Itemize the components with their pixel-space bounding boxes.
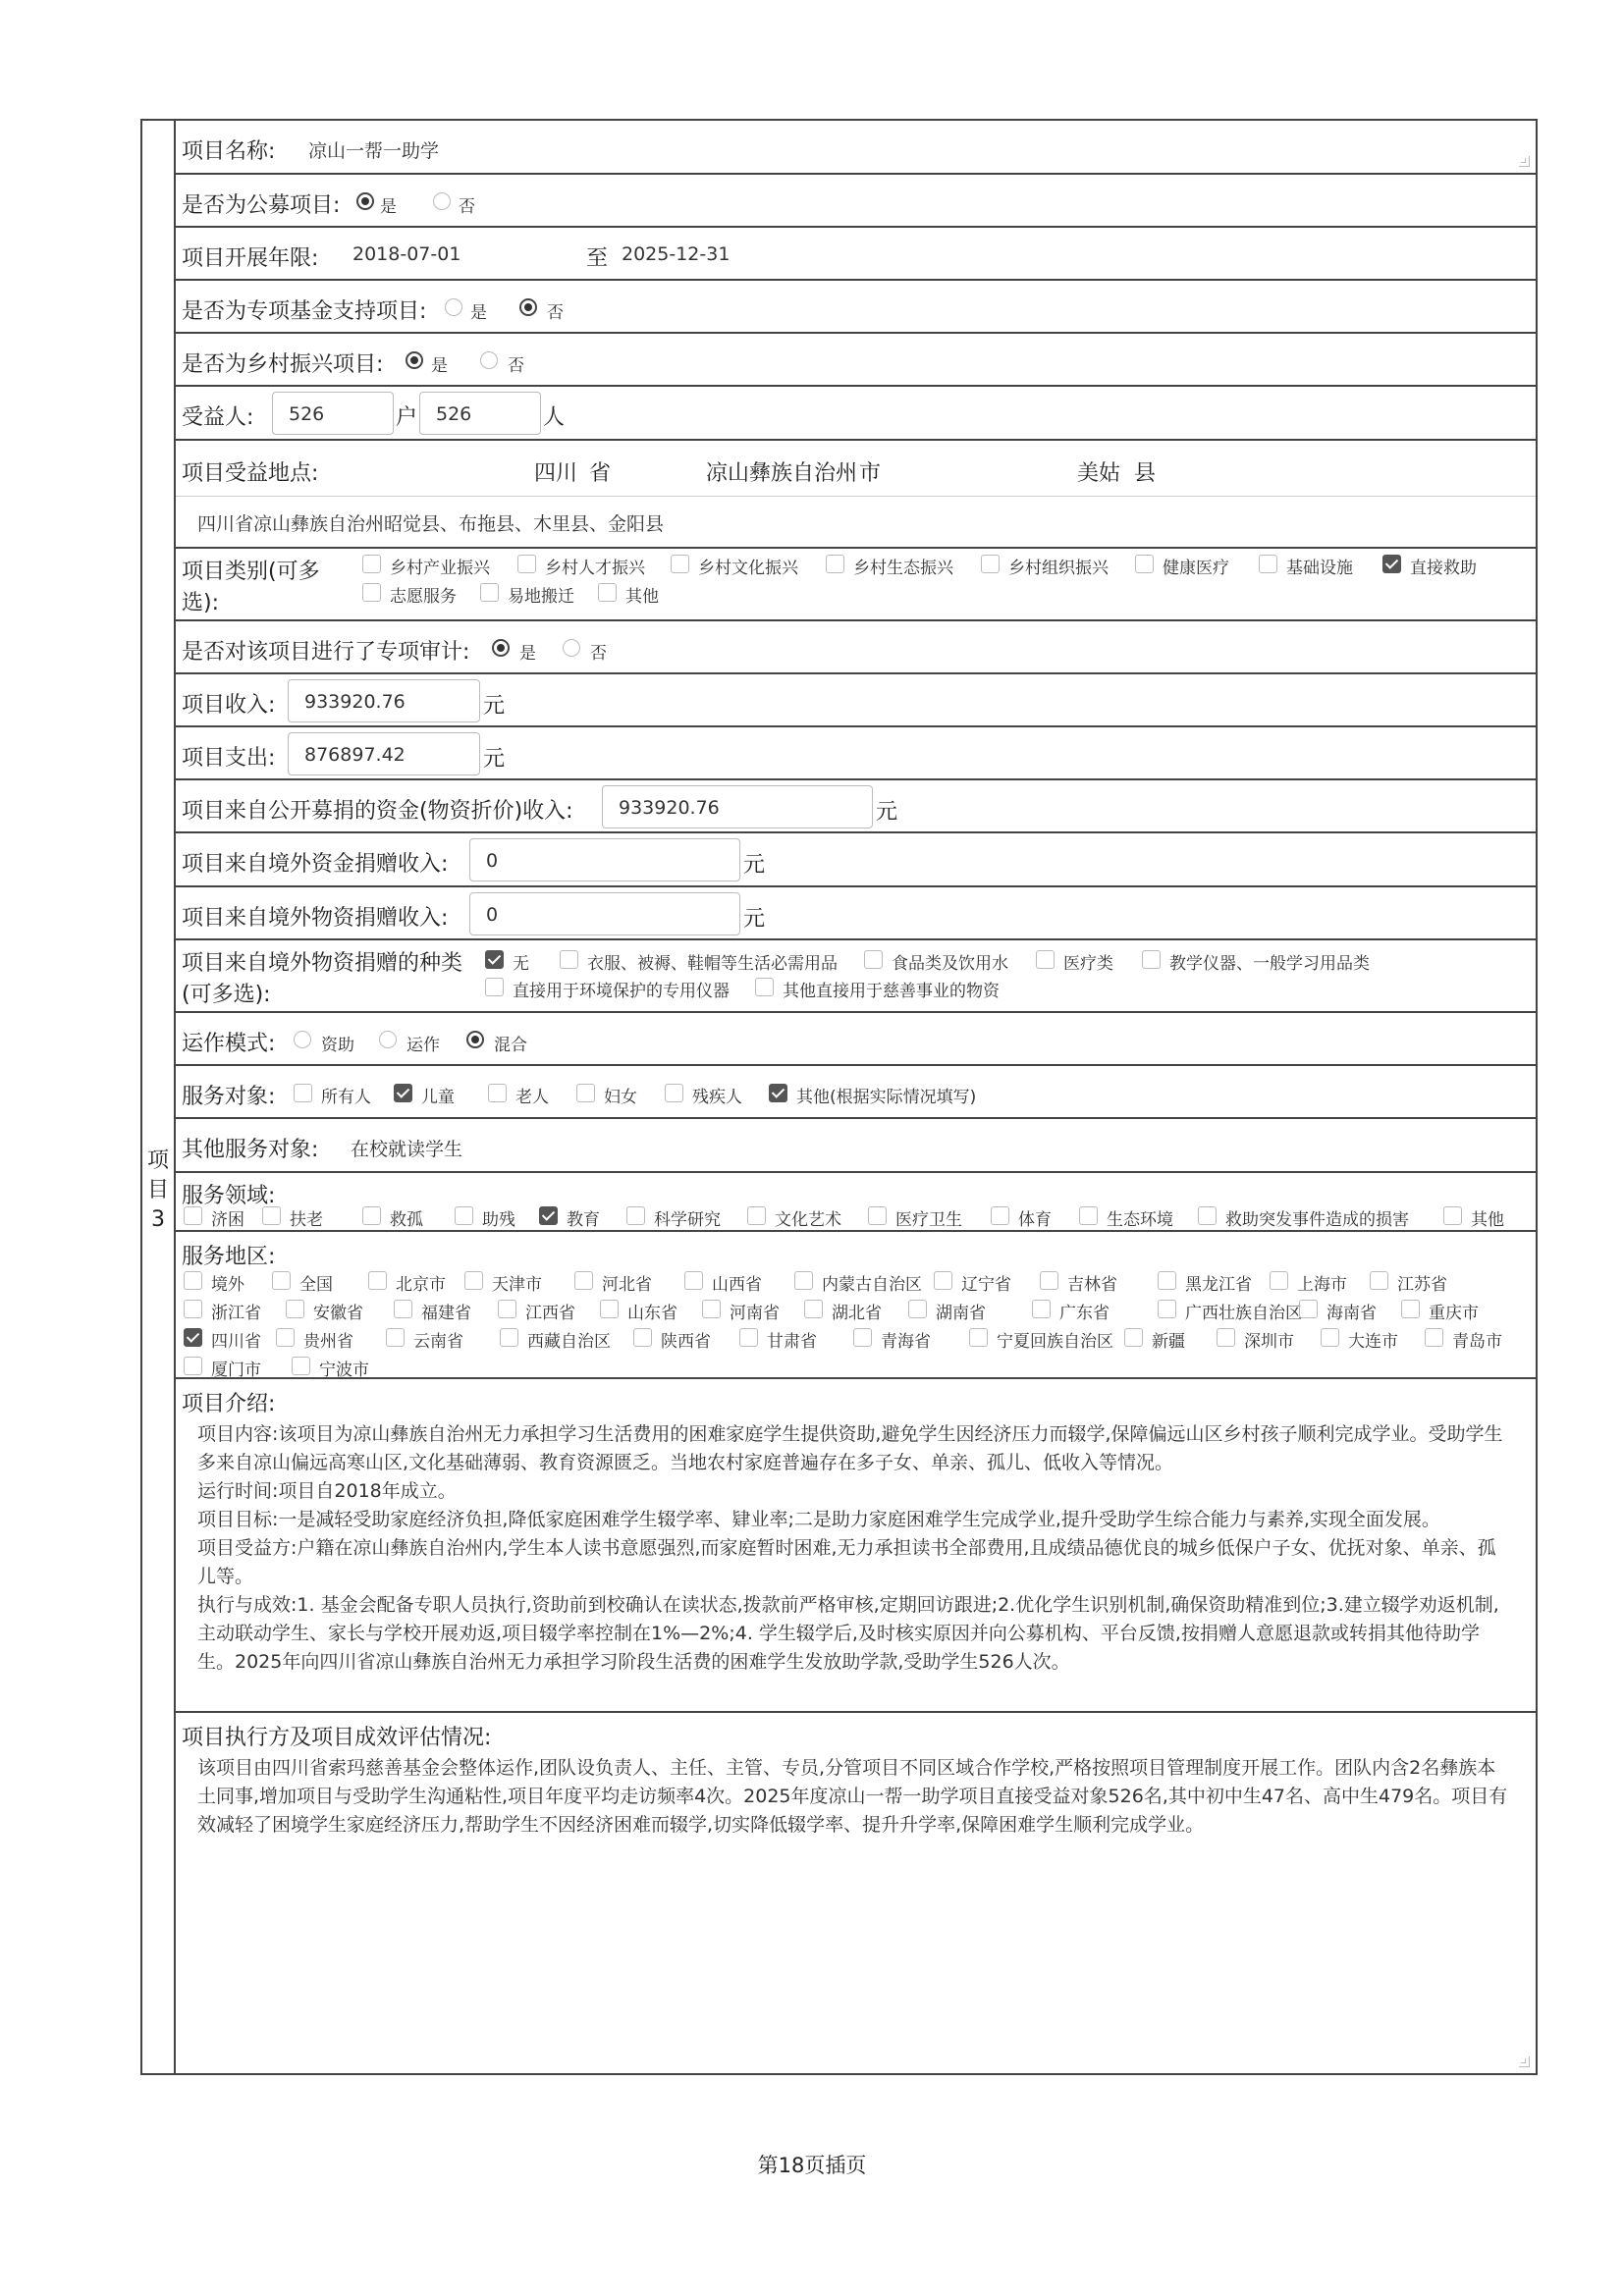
row-public-income bbox=[176, 780, 1536, 833]
category-option-checkbox[interactable] bbox=[1382, 555, 1401, 573]
category-option-checkbox[interactable] bbox=[362, 555, 381, 573]
foreign-goods-type-checkbox[interactable] bbox=[1142, 950, 1161, 969]
operation-mode-option-label: 资助 bbox=[321, 1036, 354, 1055]
location-county[interactable]: 美姑 bbox=[1077, 461, 1121, 486]
location-label: 项目受益地点: bbox=[182, 461, 319, 486]
category-option-label: 其他 bbox=[625, 587, 659, 607]
service-field-checkbox[interactable] bbox=[539, 1206, 558, 1225]
service-region-checkbox[interactable] bbox=[1158, 1271, 1176, 1290]
service-region-checkbox[interactable] bbox=[1401, 1300, 1420, 1318]
service-region-label: 江苏省 bbox=[1397, 1275, 1447, 1295]
period-start[interactable]: 2018-07-01 bbox=[352, 243, 461, 265]
category-option-checkbox[interactable] bbox=[1135, 555, 1154, 573]
service-region-label: 河南省 bbox=[730, 1304, 780, 1323]
service-region-checkbox[interactable] bbox=[394, 1300, 412, 1318]
service-region-label: 黑龙江省 bbox=[1185, 1275, 1252, 1295]
service-region-label: 青岛市 bbox=[1452, 1332, 1502, 1352]
service-region-label: 全国 bbox=[299, 1275, 333, 1295]
category-option-label: 基础设施 bbox=[1286, 559, 1353, 578]
public-fundraising-no-label: 否 bbox=[459, 197, 475, 217]
service-region-checkbox[interactable] bbox=[1158, 1300, 1176, 1318]
intro-paragraph: 项目内容:该项目为凉山彝族自治州无力承担学习生活费用的困难家庭学生提供资助,避免学生因经济压力而辍学,保障偏远山区乡村孩子顺利完成学业。受助学生多来自凉山偏远高寒山区,文化基础薄弱、教育资源匮乏。当地农村家庭普遍存在多子女、单亲、孤儿、低收入等情况。 bbox=[197, 1423, 1503, 1473]
income-input[interactable]: 933920.76 bbox=[288, 679, 480, 722]
service-region-label: 江西省 bbox=[525, 1304, 575, 1323]
side-column bbox=[142, 121, 176, 2073]
location-city[interactable]: 凉山彝族自治州 bbox=[706, 461, 858, 486]
special-fund-no-label: 否 bbox=[547, 303, 564, 323]
foreign-goods-type-checkbox[interactable] bbox=[485, 978, 504, 996]
service-region-label: 青海省 bbox=[881, 1332, 931, 1352]
audit-yes-label: 是 bbox=[519, 644, 536, 664]
service-region-label: 境外 bbox=[211, 1275, 244, 1295]
operation-mode-option-label: 运作 bbox=[406, 1036, 440, 1055]
service-region-checkbox[interactable] bbox=[386, 1328, 405, 1347]
service-region-checkbox[interactable] bbox=[1032, 1300, 1051, 1318]
service-region-checkbox[interactable] bbox=[184, 1357, 202, 1375]
service-target-label: 其他(根据实际情况填写) bbox=[796, 1088, 977, 1107]
category-option-label: 健康医疗 bbox=[1163, 559, 1229, 578]
category-option-checkbox[interactable] bbox=[480, 583, 499, 602]
foreign-goods-type-checkbox[interactable] bbox=[1036, 950, 1055, 969]
foreign-funds-input[interactable]: 0 bbox=[469, 838, 740, 881]
service-region-checkbox[interactable] bbox=[184, 1300, 202, 1318]
service-region-checkbox[interactable] bbox=[934, 1271, 952, 1290]
rural-revival-no-radio[interactable] bbox=[480, 351, 498, 369]
category-label-line2: 选): bbox=[182, 591, 219, 615]
audit-no-label: 否 bbox=[590, 644, 607, 664]
service-region-checkbox[interactable] bbox=[684, 1271, 703, 1290]
service-region-checkbox[interactable] bbox=[286, 1300, 304, 1318]
row-foreign-goods-types bbox=[176, 940, 1536, 1013]
evaluation-label: 项目执行方及项目成效评估情况: bbox=[182, 1726, 492, 1750]
location-divider bbox=[176, 496, 1536, 497]
resize-grip[interactable] bbox=[1519, 2056, 1530, 2067]
service-region-label: 山西省 bbox=[712, 1275, 762, 1295]
location-detail[interactable]: 四川省凉山彝族自治州昭觉县、布拖县、木里县、金阳县 bbox=[197, 513, 665, 535]
service-region-label: 山东省 bbox=[627, 1304, 677, 1323]
service-field-checkbox[interactable] bbox=[1198, 1206, 1217, 1225]
category-option-checkbox[interactable] bbox=[598, 583, 617, 602]
service-target-checkbox[interactable] bbox=[294, 1084, 312, 1102]
row-project-name bbox=[176, 121, 1536, 175]
rural-revival-yes-radio[interactable] bbox=[406, 351, 423, 369]
service-region-checkbox[interactable] bbox=[794, 1271, 813, 1290]
foreign-funds-label: 项目来自境外资金捐赠收入: bbox=[182, 852, 449, 877]
row-intro bbox=[176, 1379, 1536, 1713]
foreign-goods-input[interactable]: 0 bbox=[469, 892, 740, 935]
income-unit: 元 bbox=[483, 694, 506, 719]
foreign-goods-type-checkbox[interactable] bbox=[864, 950, 883, 969]
beneficiaries-label: 受益人: bbox=[182, 405, 254, 430]
intro-paragraph: 项目受益方:户籍在凉山彝族自治州内,学生本人读书意愿强烈,而家庭暂时困难,无力承担读书全部费用,且成绩品德优良的城乡低保户子女、优抚对象、单亲、孤儿等。 bbox=[197, 1537, 1496, 1587]
service-region-label: 辽宁省 bbox=[961, 1275, 1011, 1295]
expense-label: 项目支出: bbox=[182, 746, 276, 771]
service-region-checkbox[interactable] bbox=[1370, 1271, 1388, 1290]
service-field-checkbox[interactable] bbox=[184, 1206, 202, 1225]
period-separator: 至 bbox=[586, 246, 609, 271]
public-fundraising-no-radio[interactable] bbox=[433, 192, 451, 210]
side-label: 项 目 3 bbox=[146, 1148, 169, 1232]
rural-revival-yes-label: 是 bbox=[431, 356, 448, 376]
form-main bbox=[176, 121, 1536, 2073]
row-public-fundraising bbox=[176, 175, 1536, 228]
service-region-checkbox[interactable] bbox=[368, 1271, 387, 1290]
service-region-label: 上海市 bbox=[1297, 1275, 1347, 1295]
category-option-label: 易地搬迁 bbox=[508, 587, 574, 607]
service-region-label: 天津市 bbox=[492, 1275, 542, 1295]
location-province-unit: 省 bbox=[589, 461, 612, 486]
service-region-label: 重庆市 bbox=[1429, 1304, 1479, 1323]
audit-label: 是否对该项目进行了专项审计: bbox=[182, 640, 470, 665]
service-region-checkbox[interactable] bbox=[1217, 1328, 1235, 1347]
category-option-label: 乡村产业振兴 bbox=[390, 559, 490, 578]
service-region-label: 深圳市 bbox=[1244, 1332, 1294, 1352]
row-location bbox=[176, 441, 1536, 549]
public-income-input[interactable]: 933920.76 bbox=[602, 785, 873, 828]
category-option-label: 志愿服务 bbox=[390, 587, 457, 607]
operation-mode-radio[interactable] bbox=[379, 1031, 397, 1048]
special-fund-no-radio[interactable] bbox=[519, 298, 537, 316]
income-label: 项目收入: bbox=[182, 693, 276, 718]
special-fund-yes-radio[interactable] bbox=[445, 298, 462, 316]
public-income-label: 项目来自公开募捐的资金(物资折价)收入: bbox=[182, 799, 573, 824]
service-field-checkbox[interactable] bbox=[455, 1206, 473, 1225]
operation-mode-radio[interactable] bbox=[294, 1031, 311, 1048]
foreign-goods-type-label: 直接用于环境保护的专用仪器 bbox=[513, 982, 730, 1001]
service-region-checkbox[interactable] bbox=[1321, 1328, 1339, 1347]
service-target-label: 儿童 bbox=[421, 1088, 455, 1107]
service-region-checkbox[interactable] bbox=[1040, 1271, 1058, 1290]
row-other-targets bbox=[176, 1119, 1536, 1173]
service-region-checkbox[interactable] bbox=[498, 1300, 516, 1318]
foreign-goods-type-checkbox[interactable] bbox=[755, 978, 774, 996]
category-option-checkbox[interactable] bbox=[671, 555, 689, 573]
service-regions-label: 服务地区: bbox=[182, 1245, 276, 1269]
service-region-checkbox[interactable] bbox=[272, 1271, 291, 1290]
service-target-label: 妇女 bbox=[604, 1088, 637, 1107]
service-region-label: 湖北省 bbox=[832, 1304, 882, 1323]
service-region-checkbox[interactable] bbox=[853, 1328, 872, 1347]
service-region-label: 广西壮族自治区 bbox=[1185, 1304, 1302, 1323]
foreign-goods-type-checkbox[interactable] bbox=[560, 950, 578, 969]
service-field-checkbox[interactable] bbox=[868, 1206, 887, 1225]
service-field-label: 科学研究 bbox=[654, 1210, 721, 1230]
category-option-checkbox[interactable] bbox=[362, 583, 381, 602]
foreign-goods-label: 项目来自境外物资捐赠收入: bbox=[182, 906, 449, 931]
service-region-checkbox[interactable] bbox=[500, 1328, 518, 1347]
service-region-label: 厦门市 bbox=[211, 1361, 261, 1380]
service-region-checkbox[interactable] bbox=[908, 1300, 927, 1318]
service-region-label: 广东省 bbox=[1059, 1304, 1110, 1323]
persons-input[interactable]: 526 bbox=[419, 392, 541, 435]
other-targets-label: 其他服务对象: bbox=[182, 1138, 319, 1162]
row-category bbox=[176, 549, 1536, 621]
expense-unit: 元 bbox=[483, 747, 506, 772]
foreign-goods-unit: 元 bbox=[743, 907, 766, 932]
service-field-checkbox[interactable] bbox=[1079, 1206, 1098, 1225]
service-region-label: 湖南省 bbox=[936, 1304, 986, 1323]
project-name-label: 项目名称: bbox=[182, 139, 276, 164]
period-end[interactable]: 2025-12-31 bbox=[622, 243, 731, 265]
category-label-line1: 项目类别(可多 bbox=[182, 560, 320, 584]
row-beneficiaries bbox=[176, 387, 1536, 441]
service-region-label: 安徽省 bbox=[313, 1304, 363, 1323]
category-option-label: 乡村人才振兴 bbox=[545, 559, 645, 578]
service-target-checkbox[interactable] bbox=[769, 1084, 787, 1102]
row-foreign-goods bbox=[176, 887, 1536, 940]
expense-input[interactable]: 876897.42 bbox=[288, 732, 480, 775]
service-target-label: 所有人 bbox=[321, 1088, 371, 1107]
row-special-fund bbox=[176, 281, 1536, 334]
service-region-checkbox[interactable] bbox=[739, 1328, 758, 1347]
service-region-label: 陕西省 bbox=[661, 1332, 711, 1352]
households-input[interactable]: 526 bbox=[272, 392, 394, 435]
foreign-goods-type-label: 其他直接用于慈善事业的物资 bbox=[783, 982, 1000, 1001]
service-region-checkbox[interactable] bbox=[292, 1357, 310, 1375]
category-option-checkbox[interactable] bbox=[826, 555, 844, 573]
service-region-checkbox[interactable] bbox=[804, 1300, 823, 1318]
households-unit: 户 bbox=[396, 405, 418, 430]
service-target-label: 残疾人 bbox=[692, 1088, 742, 1107]
service-region-label: 甘肃省 bbox=[767, 1332, 817, 1352]
category-option-checkbox[interactable] bbox=[1259, 555, 1277, 573]
row-service-targets bbox=[176, 1066, 1536, 1119]
service-region-label: 贵州省 bbox=[303, 1332, 353, 1352]
row-period bbox=[176, 228, 1536, 281]
public-fundraising-label: 是否为公募项目: bbox=[182, 193, 341, 218]
service-target-checkbox[interactable] bbox=[488, 1084, 507, 1102]
foreign-goods-type-label: 衣服、被褥、鞋帽等生活必需用品 bbox=[587, 954, 838, 974]
intro-paragraph: 运行时间:项目自2018年成立。 bbox=[197, 1480, 457, 1502]
service-region-label: 宁夏回族自治区 bbox=[997, 1332, 1113, 1352]
location-city-unit: 市 bbox=[859, 461, 882, 486]
service-region-checkbox[interactable] bbox=[184, 1328, 202, 1347]
service-region-checkbox[interactable] bbox=[969, 1328, 988, 1347]
service-field-checkbox[interactable] bbox=[991, 1206, 1009, 1225]
foreign-goods-type-label: 教学仪器、一般学习用品类 bbox=[1169, 954, 1370, 974]
foreign-goods-type-label: 无 bbox=[513, 954, 529, 974]
public-income-unit: 元 bbox=[876, 800, 898, 825]
row-operation-mode bbox=[176, 1013, 1536, 1066]
public-fundraising-yes-label: 是 bbox=[380, 197, 397, 217]
rural-revival-no-label: 否 bbox=[508, 356, 524, 376]
category-option-label: 乡村组织振兴 bbox=[1008, 559, 1109, 578]
service-fields-label: 服务领域: bbox=[182, 1184, 276, 1208]
category-option-checkbox[interactable] bbox=[517, 555, 536, 573]
service-region-label: 大连市 bbox=[1348, 1332, 1398, 1352]
service-region-checkbox[interactable] bbox=[276, 1328, 295, 1347]
row-expense bbox=[176, 727, 1536, 780]
category-option-label: 直接救助 bbox=[1410, 559, 1477, 578]
other-targets-value[interactable]: 在校就读学生 bbox=[351, 1139, 463, 1160]
row-service-regions bbox=[176, 1232, 1536, 1379]
service-targets-label: 服务对象: bbox=[182, 1085, 276, 1109]
service-field-label: 救助突发事件造成的损害 bbox=[1225, 1210, 1409, 1230]
service-field-label: 医疗卫生 bbox=[895, 1210, 962, 1230]
service-region-checkbox[interactable] bbox=[184, 1271, 202, 1290]
rural-revival-label: 是否为乡村振兴项目: bbox=[182, 352, 384, 377]
row-income bbox=[176, 674, 1536, 727]
row-foreign-funds bbox=[176, 833, 1536, 887]
foreign-goods-type-checkbox[interactable] bbox=[485, 950, 504, 969]
service-field-checkbox[interactable] bbox=[262, 1206, 281, 1225]
audit-yes-radio[interactable] bbox=[492, 639, 510, 657]
period-label: 项目开展年限: bbox=[182, 246, 319, 271]
foreign-funds-unit: 元 bbox=[743, 853, 766, 878]
service-field-label: 助残 bbox=[482, 1210, 515, 1230]
intro-label: 项目介绍: bbox=[182, 1392, 276, 1416]
location-county-unit: 县 bbox=[1134, 461, 1157, 486]
row-service-fields bbox=[176, 1173, 1536, 1232]
service-region-label: 海南省 bbox=[1326, 1304, 1377, 1323]
foreign-goods-type-label: 医疗类 bbox=[1063, 954, 1113, 974]
service-region-label: 北京市 bbox=[396, 1275, 446, 1295]
service-region-label: 西藏自治区 bbox=[527, 1332, 611, 1352]
service-target-label: 老人 bbox=[515, 1088, 549, 1107]
location-province[interactable]: 四川 bbox=[534, 461, 578, 486]
evaluation-text[interactable]: 该项目由四川省索玛慈善基金会整体运作,团队设负责人、主任、主管、专员,分管项目不同区域合作学校,严格按照项目管理制度开展工作。团队内含2名彝族本土同事,增加项目与受助学生沟通粘性,项目年度平均走访频率4次。2025年度凉山一帮一助学项目直接受益对象526名,其中初中生47名、高中生479名。项目有效减轻了困境学生家庭经济压力,帮助学生不因经济困难而辍学,切实降低辍学率、提升升学率,保障困难学生顺利完成学业。 bbox=[197, 1757, 1508, 1836]
foreign-goods-type-label: 食品类及饮用水 bbox=[892, 954, 1008, 974]
service-field-label: 文化艺术 bbox=[775, 1210, 841, 1230]
service-field-label: 其他 bbox=[1471, 1210, 1504, 1230]
service-target-checkbox[interactable] bbox=[394, 1084, 412, 1102]
public-fundraising-yes-radio[interactable] bbox=[356, 192, 374, 210]
service-region-checkbox[interactable] bbox=[574, 1271, 593, 1290]
service-region-checkbox[interactable] bbox=[1270, 1271, 1288, 1290]
service-field-label: 扶老 bbox=[290, 1210, 323, 1230]
operation-mode-option-label: 混合 bbox=[494, 1036, 527, 1055]
service-field-label: 生态环境 bbox=[1107, 1210, 1173, 1230]
project-name-value[interactable]: 凉山一帮一助学 bbox=[308, 140, 440, 162]
row-audit bbox=[176, 621, 1536, 674]
project-form bbox=[140, 119, 1538, 2075]
service-region-label: 河北省 bbox=[602, 1275, 652, 1295]
resize-grip[interactable] bbox=[1519, 156, 1530, 167]
special-fund-label: 是否为专项基金支持项目: bbox=[182, 299, 427, 324]
service-region-checkbox[interactable] bbox=[464, 1271, 483, 1290]
foreign-goods-types-label-line2: (可多选): bbox=[182, 983, 271, 1007]
category-option-label: 乡村文化振兴 bbox=[698, 559, 798, 578]
service-target-checkbox[interactable] bbox=[576, 1084, 595, 1102]
service-field-checkbox[interactable] bbox=[747, 1206, 766, 1225]
row-rural-revival bbox=[176, 334, 1536, 387]
service-region-label: 四川省 bbox=[211, 1332, 261, 1352]
persons-unit: 人 bbox=[543, 405, 566, 430]
service-region-checkbox[interactable] bbox=[600, 1300, 619, 1318]
foreign-goods-types-label-line1: 项目来自境外物资捐赠的种类 bbox=[182, 951, 463, 976]
service-region-checkbox[interactable] bbox=[1299, 1300, 1318, 1318]
service-region-label: 宁波市 bbox=[319, 1361, 369, 1380]
special-fund-yes-label: 是 bbox=[470, 303, 487, 323]
service-field-checkbox[interactable] bbox=[362, 1206, 381, 1225]
service-region-label: 内蒙古自治区 bbox=[822, 1275, 922, 1295]
audit-no-radio[interactable] bbox=[563, 639, 580, 657]
service-field-checkbox[interactable] bbox=[626, 1206, 645, 1225]
service-field-label: 体育 bbox=[1018, 1210, 1052, 1230]
service-region-label: 吉林省 bbox=[1067, 1275, 1117, 1295]
service-field-checkbox[interactable] bbox=[1443, 1206, 1462, 1225]
service-region-label: 浙江省 bbox=[211, 1304, 261, 1323]
intro-paragraph: 执行与成效:1. 基金会配备专职人员执行,资助前到校确认在读状态,拨款前严格审核,定期回访跟进;2.优化学生识别机制,确保资助精准到位;3.建立辍学劝返机制,主动联动学生、家长与学校开展劝返,项目辍学率控制在1%—2%;4. 学生辍学后,及时核实原因并向公募机构、平台反馈,按捐赠人意愿退款或转捐其他待助学生。2025年向四川省凉山彝族自治州无力承担学习阶段生活费的困难学生发放助学款,受助学生526人次。 bbox=[197, 1594, 1499, 1673]
service-field-label: 教育 bbox=[567, 1210, 600, 1230]
operation-mode-label: 运作模式: bbox=[182, 1032, 276, 1056]
service-region-label: 福建省 bbox=[421, 1304, 471, 1323]
service-field-label: 救孤 bbox=[390, 1210, 423, 1230]
category-option-checkbox[interactable] bbox=[981, 555, 1000, 573]
row-evaluation bbox=[176, 1713, 1536, 2073]
intro-paragraph: 项目目标:一是减轻受助家庭经济负担,降低家庭困难学生辍学率、肄业率;二是助力家庭困难学生完成学业,提升受助学生综合能力与素养,实现全面发展。 bbox=[197, 1509, 1440, 1530]
service-region-checkbox[interactable] bbox=[1425, 1328, 1443, 1347]
service-region-label: 云南省 bbox=[413, 1332, 463, 1352]
operation-mode-radio[interactable] bbox=[466, 1031, 484, 1048]
service-target-checkbox[interactable] bbox=[665, 1084, 683, 1102]
service-region-checkbox[interactable] bbox=[633, 1328, 652, 1347]
service-region-checkbox[interactable] bbox=[1124, 1328, 1143, 1347]
service-region-label: 新疆 bbox=[1152, 1332, 1185, 1352]
page-footer: 第18页插页 bbox=[757, 2154, 867, 2177]
intro-text[interactable] bbox=[197, 1420, 1514, 1677]
service-field-label: 济困 bbox=[211, 1210, 244, 1230]
category-option-label: 乡村生态振兴 bbox=[853, 559, 953, 578]
service-region-checkbox[interactable] bbox=[702, 1300, 721, 1318]
